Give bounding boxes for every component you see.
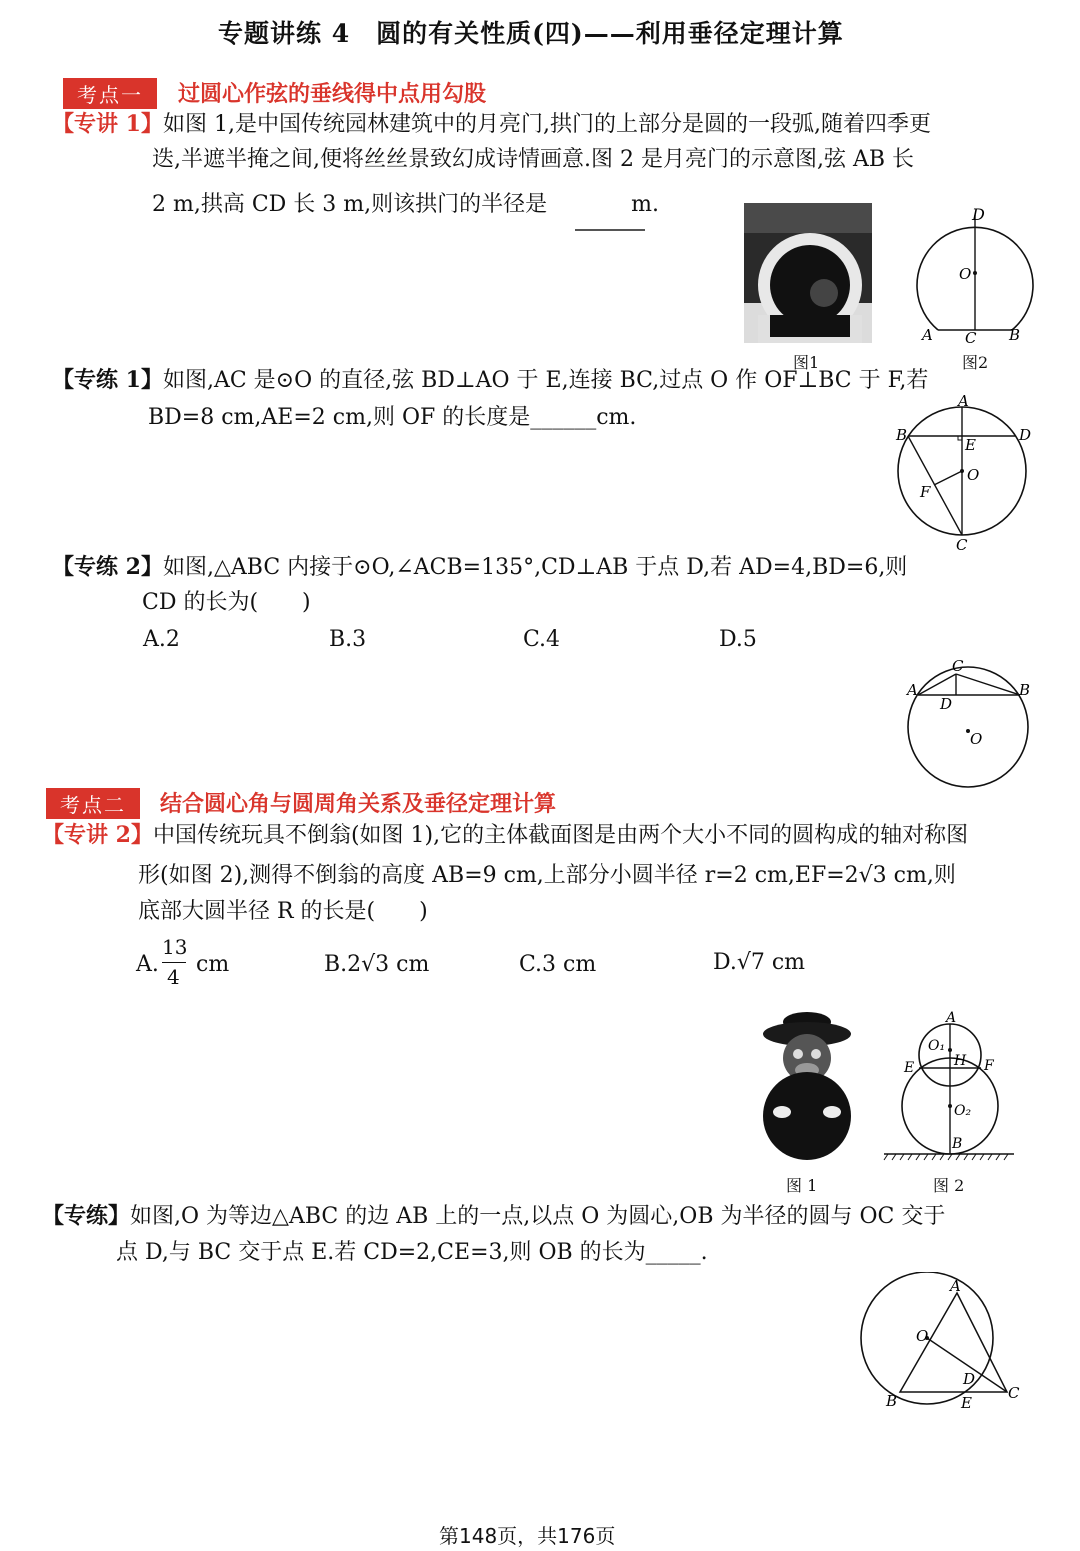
label-O: O [967,466,980,484]
zhuanlian2-option-b[interactable]: B.3 [329,627,367,652]
label-D: D [963,1370,976,1388]
zhuanjiang1-fig1-caption: 图1 [793,353,820,372]
label-O1: O₁ [928,1038,946,1054]
zhuanjiang2-fig1-caption: 图 1 [786,1176,818,1195]
zhuanlian3-line2: 点 D,与 BC 交于点 E.若 CD=2,CE=3,则 OB 的长为_____. [116,1240,708,1265]
tumbler-photo [752,1008,862,1160]
kaodian2-label: 考点二 [46,788,140,819]
zhuanlian3-text1: 如图,O 为等边△ABC 的边 AB 上的一点,以点 O 为圆心,OB 为半径的圆与 OC 交于 [130,1204,946,1229]
fraction-bar [162,962,186,963]
label-O: O [970,730,983,748]
zhuanjiang2-option-b[interactable]: B.2√3 cm [324,952,430,977]
zhuanjiang1-fig2-caption: 图2 [962,353,989,372]
zhuanjiang2-option-c[interactable]: C.3 cm [519,952,597,977]
label-B: B [1009,326,1021,344]
zhuanjiang1-text1: 如图 1,是中国传统园林建筑中的月亮门,拱门的上部分是圆的一段弧,随着四季更 [162,112,931,137]
label-A: A [922,326,933,344]
zhuanjiang1-unit: m. [631,192,660,217]
zhuanlian1-line1 [52,362,928,399]
page-footer: 第148页，共176页 [439,1524,616,1548]
label-O: O [916,1327,929,1345]
zhuanlian1-text1: 如图,AC 是⊙O 的直径,弦 BD⊥AO 于 E,连接 BC,过点 O 作 OF⊥BC 于 F,若 [162,368,929,393]
zhuanjiang1-line1 [52,106,931,143]
label-B: B [952,1136,963,1152]
zhuanlian1-diagram [888,392,1048,557]
zhuanlian2-text1: 如图,△ABC 内接于⊙O,∠ACB=135°,CD⊥AB 于点 D,若 AD=4,BD=6,则 [162,555,908,580]
zhuanlian2-line1 [52,549,907,586]
kaodian1-label: 考点一 [63,78,157,109]
label-O: O [959,265,972,283]
zhuanjiang2-line2: 形(如图 2),测得不倒翁的高度 AB=9 cm,上部分小圆半径 r=2 cm,EF=2√3 cm,则 [138,863,956,888]
label-F: F [984,1058,994,1074]
label-D: D [972,205,985,224]
zhuanjiang2-line3: 底部大圆半径 R 的长是( ) [138,899,428,924]
label-H: H [954,1053,967,1069]
label-A: A [950,1277,961,1295]
option-a-numerator: 13 [162,935,188,959]
zhuanlian2-option-d[interactable]: D.5 [719,627,757,652]
page-title: 专题讲练 4 圆的有关性质(四)——利用垂径定理计算 [218,19,844,48]
label-B: B [1019,681,1031,699]
moon-gate-photo [744,203,872,343]
label-E: E [965,436,976,454]
label-O2: O₂ [954,1103,972,1119]
zhuanjiang1-line2: 迭,半遮半掩之间,便将丝丝景致幻成诗情画意.图 2 是月亮门的示意图,弦 AB 长 [152,147,914,172]
label-A: A [946,1010,957,1026]
label-C: C [1008,1384,1020,1402]
label-C: C [965,329,977,347]
zhuanjiang2-tag: 【专讲 2】 [42,822,153,848]
kaodian2-title: 结合圆心角与圆周角关系及垂径定理计算 [160,792,557,817]
label-A: A [907,681,918,699]
moon-gate-image [744,203,872,343]
zhuanlian3-diagram [860,1272,1030,1417]
zhuanlian3-line1 [42,1198,945,1235]
answer-underline [575,229,645,231]
zhuanlian2-option-c[interactable]: C.4 [523,627,561,652]
zhuanjiang2-line1 [42,817,968,854]
kaodian1-title: 过圆心作弦的垂线得中点用勾股 [178,82,487,107]
tumbler-diagram [880,1005,1020,1165]
zhuanjiang1-tag: 【专讲 1】 [52,111,163,137]
zhuanlian2-diagram [898,655,1043,790]
zhuanjiang2-option-d[interactable]: D.√7 cm [713,950,806,975]
label-D: D [940,695,953,713]
option-a-unit: cm [196,952,230,977]
zhuanlian2-line2: CD 的长为( ) [142,590,311,615]
zhuanjiang2-fig2-caption: 图 2 [933,1176,965,1195]
option-a-prefix: A. [136,952,159,977]
label-C: C [956,536,968,554]
label-B: B [886,1392,898,1410]
label-D: D [1019,426,1032,444]
label-E: E [961,1394,972,1412]
label-A: A [958,392,969,410]
label-C: C [952,657,964,675]
zhuanjiang1-text3: 2 m,拱高 CD 长 3 m,则该拱门的半径是 [152,192,548,217]
label-F: F [920,483,931,501]
label-B: B [896,426,908,444]
zhuanlian2-tag: 【专练 2】 [52,554,163,580]
zhuanlian1-line2: BD=8 cm,AE=2 cm,则 OF 的长度是______cm. [148,405,637,430]
option-a-denominator: 4 [167,965,180,989]
zhuanjiang1-line3 [152,187,659,223]
label-E: E [904,1060,915,1076]
zhuanlian3-tag: 【专练】 [42,1203,131,1229]
zhuanlian2-option-a[interactable]: A.2 [143,627,180,652]
arch-diagram [905,205,1045,355]
zhuanlian1-tag: 【专练 1】 [52,367,163,393]
zhuanjiang2-text1: 中国传统玩具不倒翁(如图 1),它的主体截面图是由两个大小不同的圆构成的轴对称图 [152,823,969,848]
